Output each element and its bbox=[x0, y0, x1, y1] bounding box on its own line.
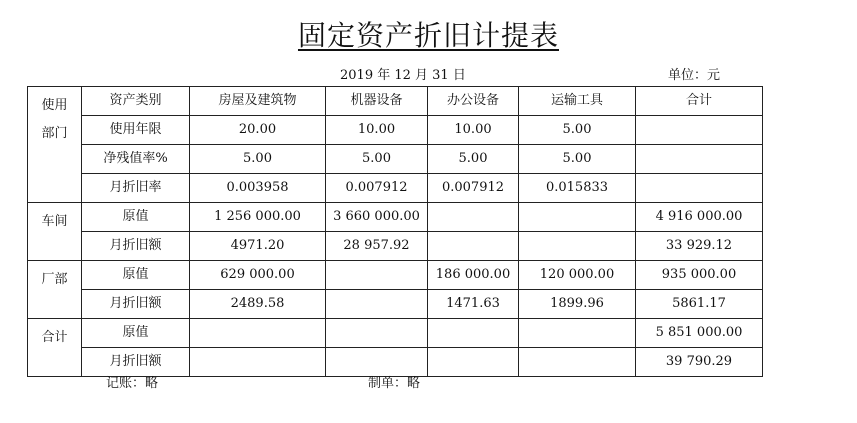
currency-unit: 单位：元 bbox=[668, 68, 721, 83]
category-header: 资产类别 bbox=[82, 87, 190, 116]
department-name: 车间 bbox=[28, 203, 82, 261]
table-row bbox=[28, 174, 763, 203]
param-value: 5.00 bbox=[326, 145, 428, 174]
param-value: 10.00 bbox=[428, 116, 519, 145]
param-value: 20.00 bbox=[190, 116, 326, 145]
column-header: 房屋及建筑物 bbox=[190, 87, 326, 116]
value-cell: 4971.20 bbox=[190, 232, 326, 261]
column-header: 办公设备 bbox=[428, 87, 519, 116]
row-label: 原值 bbox=[82, 261, 190, 290]
department-name: 合计 bbox=[28, 319, 82, 377]
row-label: 月折旧额 bbox=[82, 348, 190, 377]
value-cell bbox=[190, 319, 326, 348]
value-cell bbox=[428, 203, 519, 232]
row-label: 月折旧额 bbox=[82, 232, 190, 261]
report-date: 2019 年 12 月 31 日 bbox=[340, 68, 466, 83]
value-cell bbox=[428, 319, 519, 348]
value-cell bbox=[519, 348, 636, 377]
total-cell: 4 916 000.00 bbox=[636, 203, 763, 232]
total-header: 合计 bbox=[636, 87, 763, 116]
param-label: 净残值率% bbox=[82, 145, 190, 174]
column-header: 机器设备 bbox=[326, 87, 428, 116]
value-cell bbox=[326, 290, 428, 319]
table-row bbox=[28, 232, 763, 261]
param-label: 月折旧率 bbox=[82, 174, 190, 203]
row-label: 原值 bbox=[82, 203, 190, 232]
value-cell bbox=[428, 232, 519, 261]
value-cell bbox=[190, 348, 326, 377]
table-body bbox=[28, 87, 763, 377]
title-container bbox=[0, 14, 857, 54]
value-cell bbox=[326, 261, 428, 290]
value-cell: 3 660 000.00 bbox=[326, 203, 428, 232]
department-header-top: 使用 bbox=[41, 98, 68, 113]
param-value: 5.00 bbox=[519, 116, 636, 145]
total-cell: 33 929.12 bbox=[636, 232, 763, 261]
param-value: 0.007912 bbox=[326, 174, 428, 203]
table-row bbox=[28, 261, 763, 290]
value-cell: 1471.63 bbox=[428, 290, 519, 319]
param-label: 使用年限 bbox=[82, 116, 190, 145]
param-value: 0.015833 bbox=[519, 174, 636, 203]
value-cell bbox=[519, 203, 636, 232]
value-cell: 120 000.00 bbox=[519, 261, 636, 290]
param-value: 0.007912 bbox=[428, 174, 519, 203]
value-cell: 186 000.00 bbox=[428, 261, 519, 290]
value-cell: 1899.96 bbox=[519, 290, 636, 319]
total-cell: 39 790.29 bbox=[636, 348, 763, 377]
preparer-note: 制单：略 bbox=[368, 376, 421, 391]
param-value: 0.003958 bbox=[190, 174, 326, 203]
empty-cell bbox=[636, 116, 763, 145]
param-value: 5.00 bbox=[190, 145, 326, 174]
row-label: 月折旧额 bbox=[82, 290, 190, 319]
total-cell: 5861.17 bbox=[636, 290, 763, 319]
table-row bbox=[28, 319, 763, 348]
total-cell: 935 000.00 bbox=[636, 261, 763, 290]
row-label: 原值 bbox=[82, 319, 190, 348]
value-cell bbox=[519, 232, 636, 261]
table-row bbox=[28, 87, 763, 116]
total-cell: 5 851 000.00 bbox=[636, 319, 763, 348]
param-value: 5.00 bbox=[428, 145, 519, 174]
value-cell bbox=[519, 319, 636, 348]
column-header: 运输工具 bbox=[519, 87, 636, 116]
department-name: 厂部 bbox=[28, 261, 82, 319]
empty-cell bbox=[636, 145, 763, 174]
table-row bbox=[28, 290, 763, 319]
page-title: 固定资产折旧计提表 bbox=[297, 19, 559, 52]
value-cell: 2489.58 bbox=[190, 290, 326, 319]
department-header-cell bbox=[28, 87, 82, 203]
table-row bbox=[28, 116, 763, 145]
value-cell bbox=[326, 319, 428, 348]
value-cell bbox=[428, 348, 519, 377]
bookkeeper-note: 记账：略 bbox=[106, 376, 159, 391]
param-value: 10.00 bbox=[326, 116, 428, 145]
empty-cell bbox=[636, 174, 763, 203]
depreciation-table bbox=[27, 86, 763, 377]
value-cell: 28 957.92 bbox=[326, 232, 428, 261]
table-row bbox=[28, 203, 763, 232]
department-header-bottom: 部门 bbox=[41, 126, 68, 141]
value-cell: 1 256 000.00 bbox=[190, 203, 326, 232]
value-cell: 629 000.00 bbox=[190, 261, 326, 290]
param-value: 5.00 bbox=[519, 145, 636, 174]
table-row bbox=[28, 145, 763, 174]
